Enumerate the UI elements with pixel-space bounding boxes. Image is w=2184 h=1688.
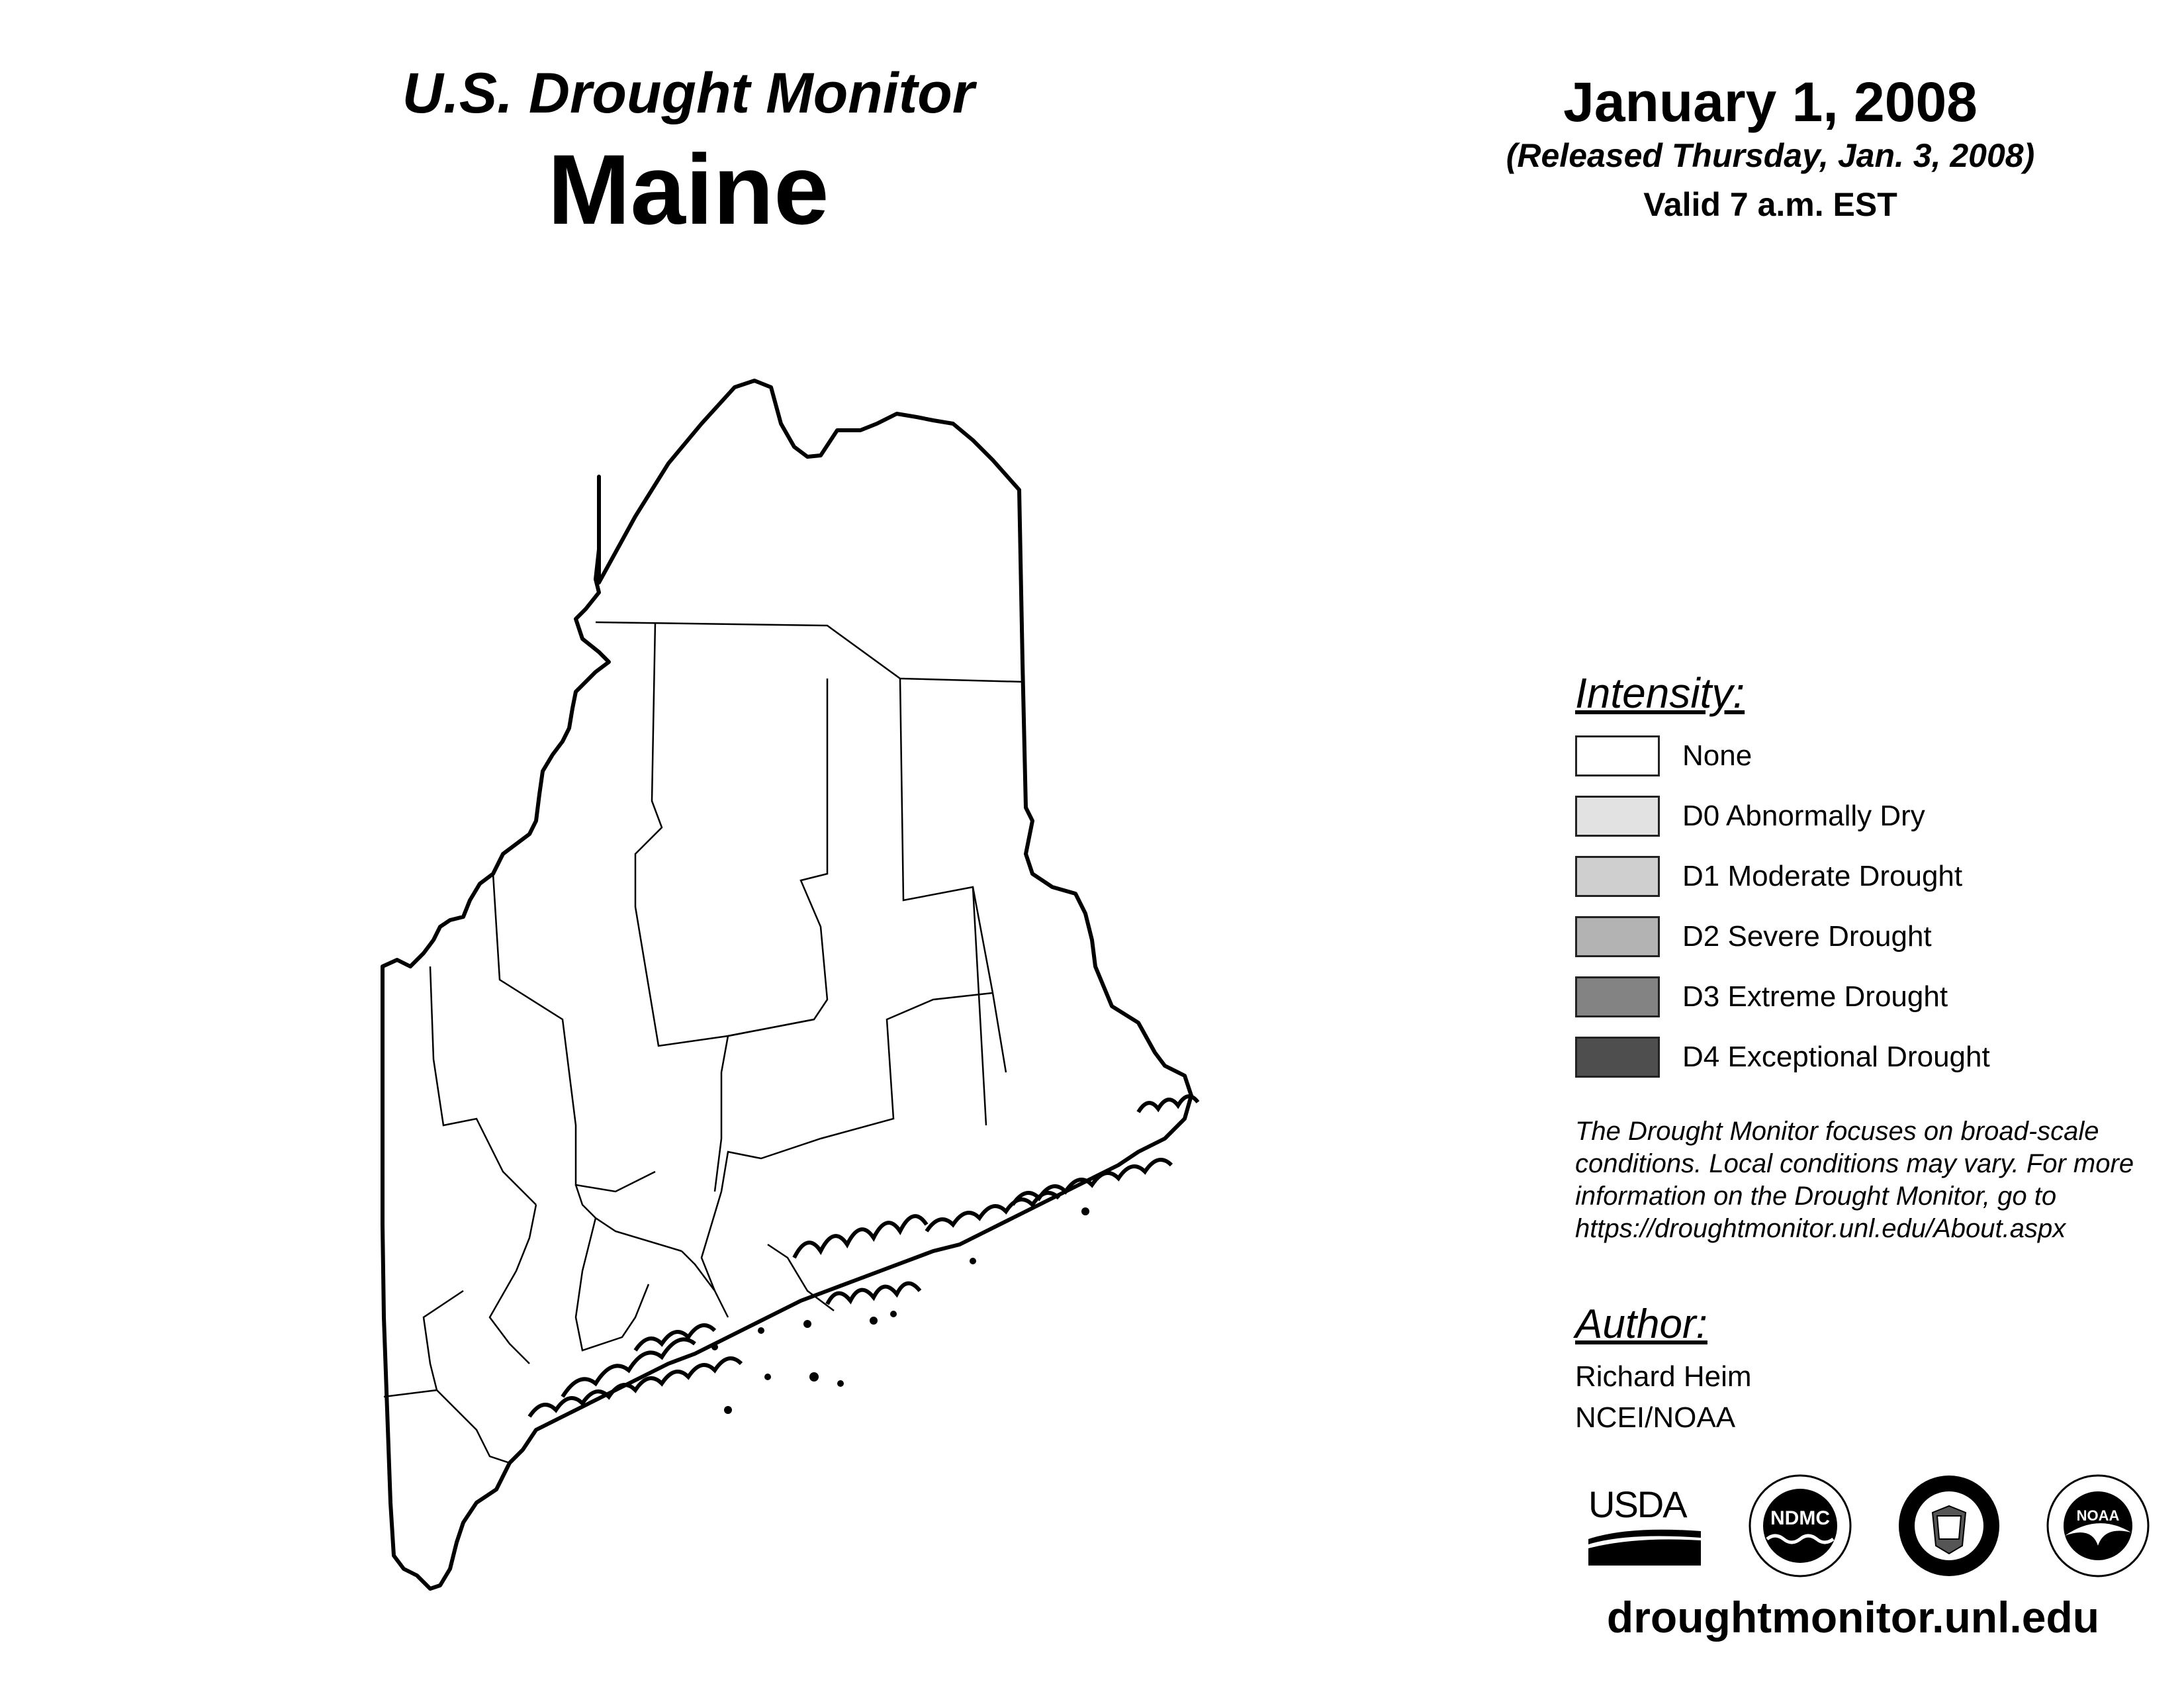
- website-url[interactable]: droughtmonitor.unl.edu: [1606, 1593, 2100, 1642]
- valid-time: Valid 7 a.m. EST: [1643, 186, 1897, 223]
- legend-swatch: [1575, 856, 1660, 897]
- legend-label: D3 Extreme Drought: [1682, 980, 1948, 1013]
- ndmc-seal-icon: [1747, 1473, 1853, 1579]
- legend-swatch: [1575, 796, 1660, 837]
- legend-item-none: [1575, 735, 1752, 777]
- author-name: Richard Heim: [1575, 1360, 1752, 1393]
- author-heading: Author:: [1575, 1301, 1707, 1347]
- map-date: January 1, 2008: [1563, 71, 1978, 133]
- legend-swatch: [1575, 1037, 1660, 1078]
- legend-label: None: [1682, 739, 1752, 772]
- noaa-seal-icon: [2045, 1473, 2151, 1579]
- legend-label: D4 Exceptional Drought: [1682, 1041, 1990, 1073]
- legend-label: D2 Severe Drought: [1682, 920, 1932, 953]
- commerce-seal-icon: [1896, 1473, 2002, 1579]
- legend-label: D0 Abnormally Dry: [1682, 800, 1925, 832]
- usda-logo-text: USDA: [1588, 1483, 1686, 1525]
- noaa-logo-text: NOAA: [2076, 1507, 2120, 1524]
- department-of-commerce-seal: [1896, 1473, 2002, 1582]
- state-name: Maine: [547, 134, 829, 245]
- release-date: (Released Thursday, Jan. 3, 2008): [1506, 137, 2035, 174]
- legend-item-d0: [1575, 795, 1925, 837]
- legend-swatch: [1575, 916, 1660, 957]
- legend-label: D1 Moderate Drought: [1682, 860, 1963, 892]
- disclaimer-note: The Drought Monitor focuses on broad-scale conditions. Local conditions may vary. For more information on the Drought Monitor, go to https://droughtmonitor.unl.edu/About.aspx: [1575, 1117, 2134, 1243]
- legend-item-d1: [1575, 855, 1962, 898]
- usda-hills-icon: [1588, 1526, 1701, 1566]
- usda-logo: [1588, 1483, 1701, 1569]
- legend-item-d3: [1575, 976, 1948, 1018]
- ndmc-logo-text: NDMC: [1770, 1507, 1830, 1529]
- ndmc-logo: [1747, 1473, 1853, 1582]
- state-outline: [383, 381, 1191, 1589]
- legend-title: Intensity:: [1575, 669, 1745, 717]
- legend-item-d4: [1575, 1036, 1990, 1078]
- legend-swatch: [1575, 976, 1660, 1017]
- author-organization: NCEI/NOAA: [1575, 1401, 1736, 1434]
- legend-item-d2: [1575, 915, 1932, 958]
- noaa-logo: [2045, 1473, 2151, 1582]
- legend-swatch: [1575, 735, 1660, 776]
- map-title: U.S. Drought Monitor: [402, 62, 975, 125]
